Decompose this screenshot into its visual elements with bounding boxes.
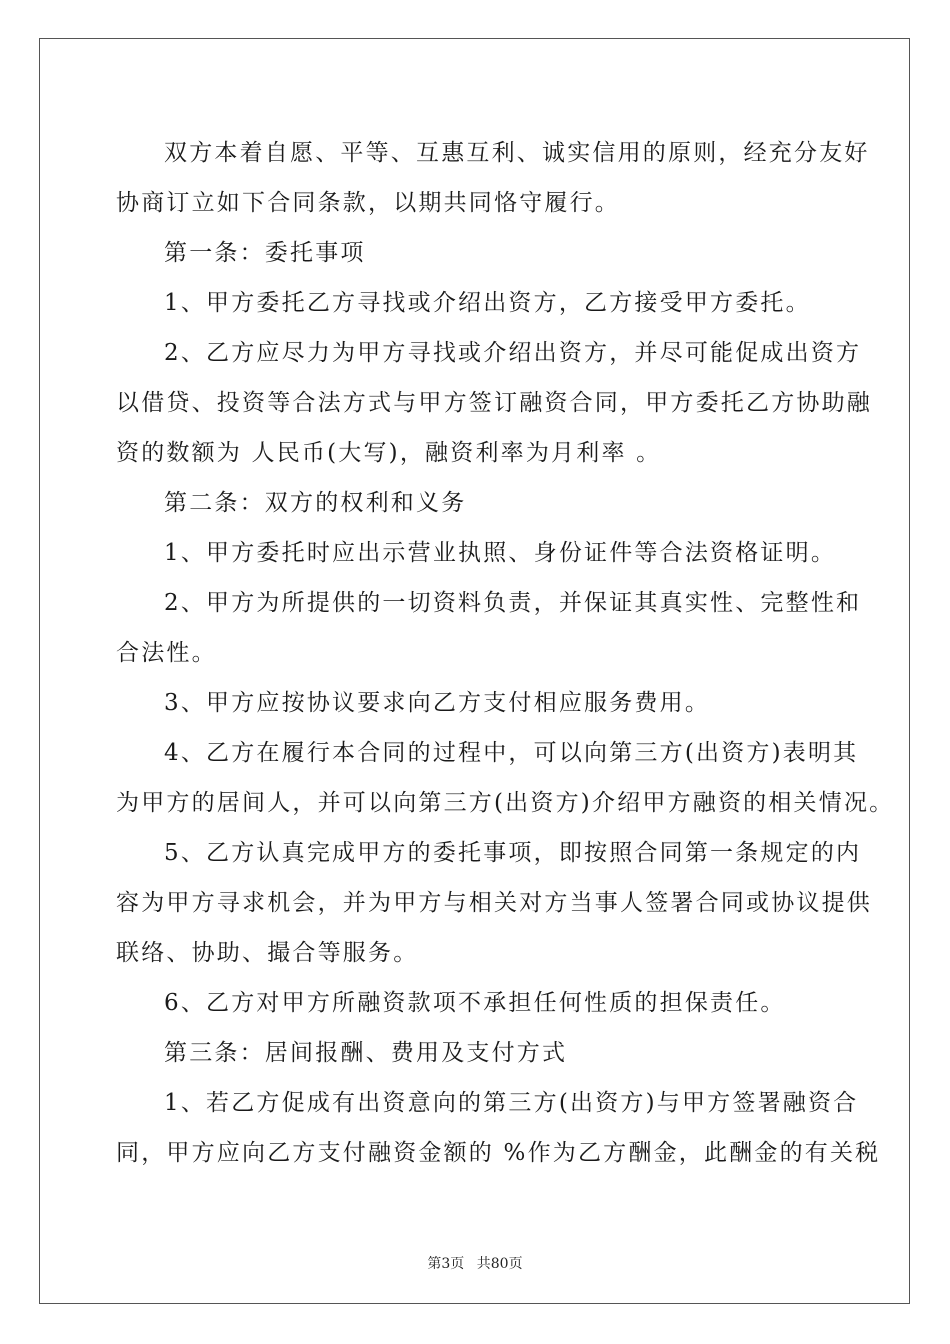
text-line: 合法性。 [116,640,217,666]
text-line: 资的数额为 人民币(大写)，融资利率为月利率 。 [116,440,662,466]
text-line: 5、乙方认真完成甲方的委托事项，即按照合同第一条规定的内 [164,840,862,866]
text-line: 联络、协助、撮合等服务。 [116,940,419,966]
text-line: 双方本着自愿、平等、互惠互利、诚实信用的原则，经充分友好 [164,140,870,166]
text-line: 2、乙方应尽力为甲方寻找或介绍出资方，并尽可能促成出资方 [164,340,862,366]
document-body [116,128,895,1178]
text-line: 3、甲方应按协议要求向乙方支付相应服务费用。 [164,690,711,716]
text-line: 1、若乙方促成有出资意向的第三方(出资方)与甲方签署融资合 [164,1090,859,1116]
section-heading: 第三条：居间报酬、费用及支付方式 [164,1040,568,1066]
text-line: 1、甲方委托乙方寻找或介绍出资方，乙方接受甲方委托。 [164,290,811,316]
text-line: 4、乙方在履行本合同的过程中，可以向第三方(出资方)表明其 [164,740,859,766]
text-line: 2、甲方为所提供的一切资料负责，并保证其真实性、完整性和 [164,590,862,616]
text-line: 容为甲方寻求机会，并为甲方与相关对方当事人签署合同或协议提供 [116,890,872,916]
page-footer [0,1253,950,1273]
page-total: 共80页 [476,1256,523,1272]
page-number: 第3页 [427,1256,465,1272]
text-line: 协商订立如下合同条款，以期共同恪守履行。 [116,190,620,216]
section-heading: 第一条：委托事项 [164,240,366,266]
text-line: 同，甲方应向乙方支付融资金额的 %作为乙方酬金，此酬金的有关税 [116,1140,881,1166]
text-line: 以借贷、投资等合法方式与甲方签订融资合同，甲方委托乙方协助融 [116,390,872,416]
section-heading: 第二条：双方的权利和义务 [164,490,467,516]
text-line: 1、甲方委托时应出示营业执照、身份证件等合法资格证明。 [164,540,837,566]
text-line: 为甲方的居间人，并可以向第三方(出资方)介绍甲方融资的相关情况。 [116,790,895,816]
text-line: 6、乙方对甲方所融资款项不承担任何性质的担保责任。 [164,990,786,1016]
